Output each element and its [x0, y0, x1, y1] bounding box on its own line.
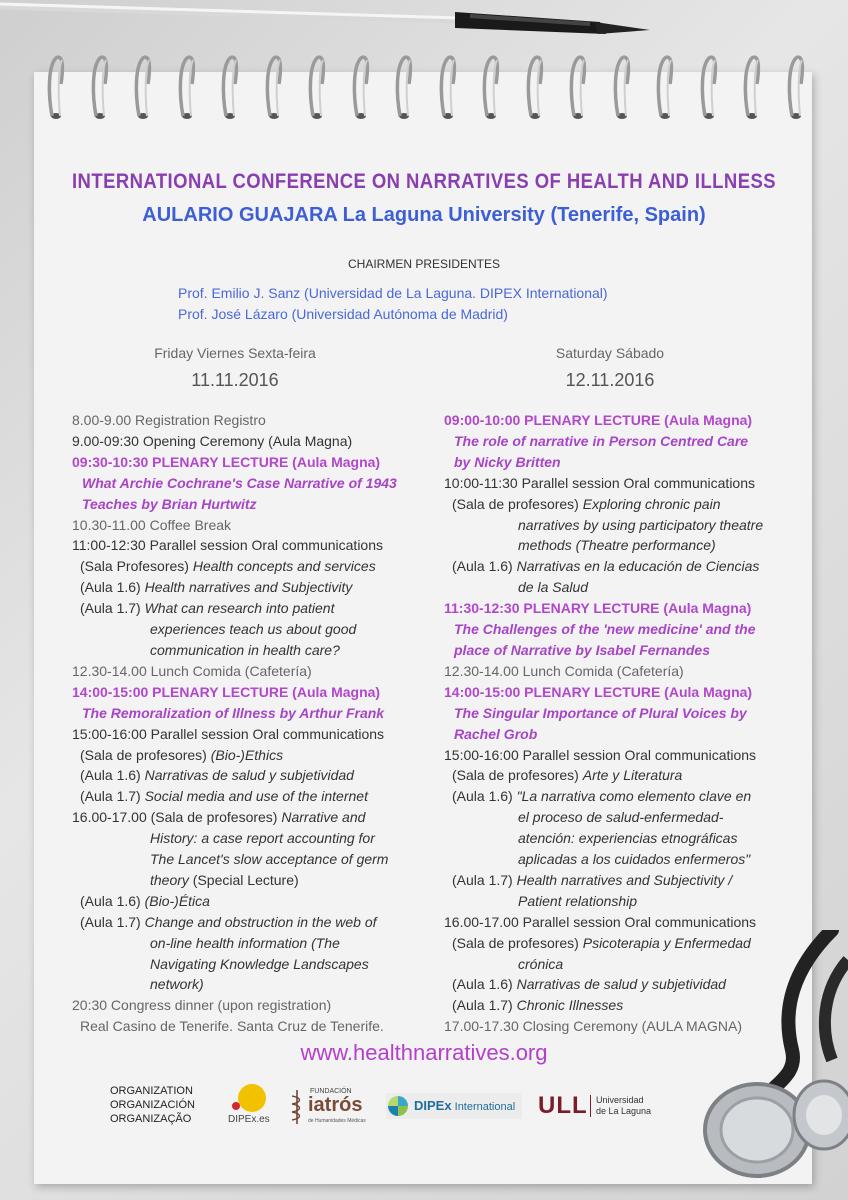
dipex-international-logo — [386, 1093, 522, 1119]
spiral-ring-icon — [742, 54, 762, 120]
dipex-intl-text: DIPEx International — [414, 1098, 516, 1113]
schedule-line: 9.00-09:30 Opening Ceremony (Aula Magna) — [72, 432, 353, 449]
schedule-line: de la Salud — [518, 579, 589, 596]
schedule-line: 09:00-10:00 PLENARY LECTURE (Aula Magna) — [444, 412, 753, 428]
dipex-es-logo — [228, 1084, 272, 1130]
logo-dot-icon — [232, 1102, 240, 1110]
schedule-line: 10:00-11:30 Parallel session Oral communications — [444, 474, 756, 491]
logo-circle-icon — [238, 1084, 266, 1112]
spiral-ring-icon — [394, 54, 414, 120]
schedule-line: The Challenges of the 'new medicine' and the — [454, 621, 756, 638]
ull-divider — [590, 1095, 591, 1117]
schedule-line: (Sala de profesores) Exploring chronic pain — [452, 495, 721, 512]
saturday-date: 12.11.2016 — [565, 370, 655, 390]
schedule-line: 09:30-10:30 PLENARY LECTURE (Aula Magna) — [72, 453, 381, 470]
schedule-line: 17.00-17.30 Closing Ceremony (AULA MAGNA) — [444, 1018, 743, 1035]
schedule-line: What Archie Cochrane's Case Narrative of 1943 — [82, 474, 397, 491]
schedule-line: Teaches by Brian Hurtwitz — [82, 495, 257, 512]
schedule-line: (Aula 1.7) Chronic Illnesses — [452, 997, 624, 1014]
friday-day-label: Friday Viernes Sexta-feira — [154, 345, 316, 361]
stethoscope-image — [692, 930, 848, 1200]
schedule-line: theory (Special Lecture) — [150, 871, 299, 888]
schedule-line: (Sala de profesores) Psicoterapia y Enfermedad — [452, 934, 751, 951]
schedule-line: (Aula 1.7) Change and obstruction in the web of — [80, 913, 377, 930]
schedule-line: experiences teach us about good — [150, 621, 357, 638]
schedule-line: el proceso de salud-enfermedad- — [518, 809, 724, 826]
schedule-line: (Sala de profesores) Arte y Literatura — [452, 767, 683, 784]
schedule-line: 12.30-14.00 Lunch Comida (Cafetería) — [72, 662, 312, 679]
schedule-line: 16.00-17.00 (Sala de profesores) Narrative and — [72, 809, 366, 826]
schedule-line: 14:00-15:00 PLENARY LECTURE (Aula Magna) — [72, 683, 381, 700]
pen-image — [0, 0, 848, 60]
schedule-line: The role of narrative in Person Centred Care — [454, 432, 749, 449]
schedule-line: (Sala Profesores) Health concepts and services — [80, 558, 376, 575]
dipex-circle-icon — [388, 1096, 408, 1116]
spiral-ring-icon — [307, 54, 327, 120]
fundacion-text: FUNDACIÓN — [310, 1088, 352, 1095]
schedule-line: (Aula 1.7) Social media and use of the internet — [80, 788, 368, 805]
spiral-ring-icon — [133, 54, 153, 120]
schedule-line: 8.00-9.00 Registration Registro — [72, 412, 266, 428]
schedule-line: (Aula 1.7) Health narratives and Subjectivity / — [452, 871, 733, 888]
saturday-day-label: Saturday Sábado — [555, 345, 665, 361]
schedule-line: by Nicky Britten — [454, 453, 561, 470]
spiral-ring-icon — [46, 54, 66, 120]
schedule-line: (Sala de profesores) (Bio-)Ethics — [80, 746, 284, 763]
spiral-ring-icon — [177, 54, 197, 120]
organization-label: ORGANIZAÇÃO — [110, 1113, 192, 1125]
schedule-line: communication in health care? — [150, 641, 340, 658]
chair-name: Prof. José Lázaro (Universidad Autónoma de Madrid) — [178, 306, 508, 322]
schedule-line: network) — [150, 976, 204, 993]
spiral-ring-icon — [525, 54, 545, 120]
friday-schedule — [72, 410, 442, 1037]
schedule-line: 20:30 Congress dinner (upon registration) — [72, 997, 332, 1014]
conference-venue: AULARIO GUAJARA La Laguna University (Tenerife, Spain) — [142, 204, 706, 226]
organization-label: ORGANIZATION — [110, 1085, 193, 1097]
schedule-line: 12.30-14.00 Lunch Comida (Cafetería) — [444, 662, 684, 679]
dipex-es-text: DIPEx.es — [228, 1114, 270, 1125]
schedule-line: 15:00-16:00 Parallel session Oral communications — [72, 725, 385, 742]
spiral-ring-icon — [438, 54, 458, 120]
caduceus-icon — [290, 1090, 304, 1124]
schedule-line: methods (Theatre performance) — [518, 537, 716, 554]
chair-name: Prof. Emilio J. Sanz (Universidad de La Laguna. DIPEX International) — [178, 285, 608, 301]
friday-date: 11.11.2016 — [191, 370, 279, 390]
spiral-ring-icon — [699, 54, 719, 120]
ull-mark: ULL — [538, 1092, 588, 1119]
chairs-label: CHAIRMEN PRESIDENTES — [347, 257, 501, 271]
iatros-text: iatrós — [308, 1094, 363, 1116]
schedule-line: aplicadas a los cuidados enfermeros" — [518, 851, 751, 868]
fundacion-iatros-logo — [290, 1088, 370, 1128]
schedule-line: History: a case report accounting for — [150, 830, 375, 847]
spiral-ring-icon — [264, 54, 284, 120]
schedule-line: (Aula 1.6) "La narrativa como elemento clave en — [452, 788, 752, 805]
schedule-line: 16.00-17.00 Parallel session Oral communications — [444, 913, 757, 930]
schedule-line: Real Casino de Tenerife. Santa Cruz de Tenerife. — [80, 1018, 384, 1035]
schedule-line: 15:00-16:00 Parallel session Oral communications — [444, 746, 757, 763]
spiral-ring-icon — [612, 54, 632, 120]
schedule-line: (Aula 1.6) Narrativas en la educación de Ciencias — [452, 558, 760, 575]
schedule-line: Patient relationship — [518, 892, 638, 909]
schedule-line: on-line health information (The — [150, 934, 340, 951]
schedule-line: The Lancet's slow acceptance of germ — [150, 851, 389, 868]
schedule-line: place of Narrative by Isabel Fernandes — [454, 641, 710, 658]
spiral-ring-icon — [481, 54, 501, 120]
schedule-line: (Aula 1.6) Narrativas de salud y subjetividad — [452, 976, 726, 993]
organization-labels — [110, 1084, 195, 1126]
ull-name-line-1: Universidad — [596, 1095, 644, 1105]
schedule-line: The Remoralization of Illness by Arthur Frank — [82, 704, 385, 721]
schedule-line: (Aula 1.6) Health narratives and Subjectivity — [80, 579, 353, 596]
organization-label: ORGANIZACIÓN — [110, 1099, 195, 1111]
spiral-ring-icon — [655, 54, 675, 120]
conference-title: INTERNATIONAL CONFERENCE ON NARRATIVES OF HEALTH AND ILLNESS — [71, 170, 776, 193]
schedule-line: 10.30-11.00 Coffee Break — [72, 516, 232, 533]
spiral-ring-icon — [220, 54, 240, 120]
schedule-line: 11:00-12:30 Parallel session Oral communications — [72, 537, 384, 554]
website-link[interactable]: www.healthnarratives.org — [300, 1040, 548, 1065]
schedule-line: (Aula 1.6) Narrativas de salud y subjetividad — [80, 767, 354, 784]
spiral-ring-icon — [786, 54, 806, 120]
spiral-ring-icon — [90, 54, 110, 120]
fundacion-subtitle: de Humanidades Médicas — [308, 1118, 366, 1124]
ull-logo — [538, 1092, 660, 1122]
schedule-line: (Aula 1.7) What can research into patient — [80, 600, 335, 617]
spiral-ring-icon — [568, 54, 588, 120]
spiral-ring-icon — [351, 54, 371, 120]
schedule-line: narratives by using participatory theatre — [518, 516, 764, 533]
schedule-line: atención: experiencias etnográficas — [518, 830, 738, 847]
ull-name-line-2: de La Laguna — [596, 1106, 652, 1116]
schedule-line: 14:00-15:00 PLENARY LECTURE (Aula Magna) — [444, 683, 753, 700]
schedule-line: The Singular Importance of Plural Voices by — [454, 704, 747, 721]
schedule-line: 11:30-12:30 PLENARY LECTURE (Aula Magna) — [444, 600, 752, 617]
schedule-line: (Aula 1.6) (Bio-)Ética — [80, 892, 210, 909]
schedule-line: Navigating Knowledge Landscapes — [150, 955, 369, 972]
schedule-line: Rachel Grob — [454, 725, 538, 742]
schedule-line: crónica — [518, 955, 564, 972]
